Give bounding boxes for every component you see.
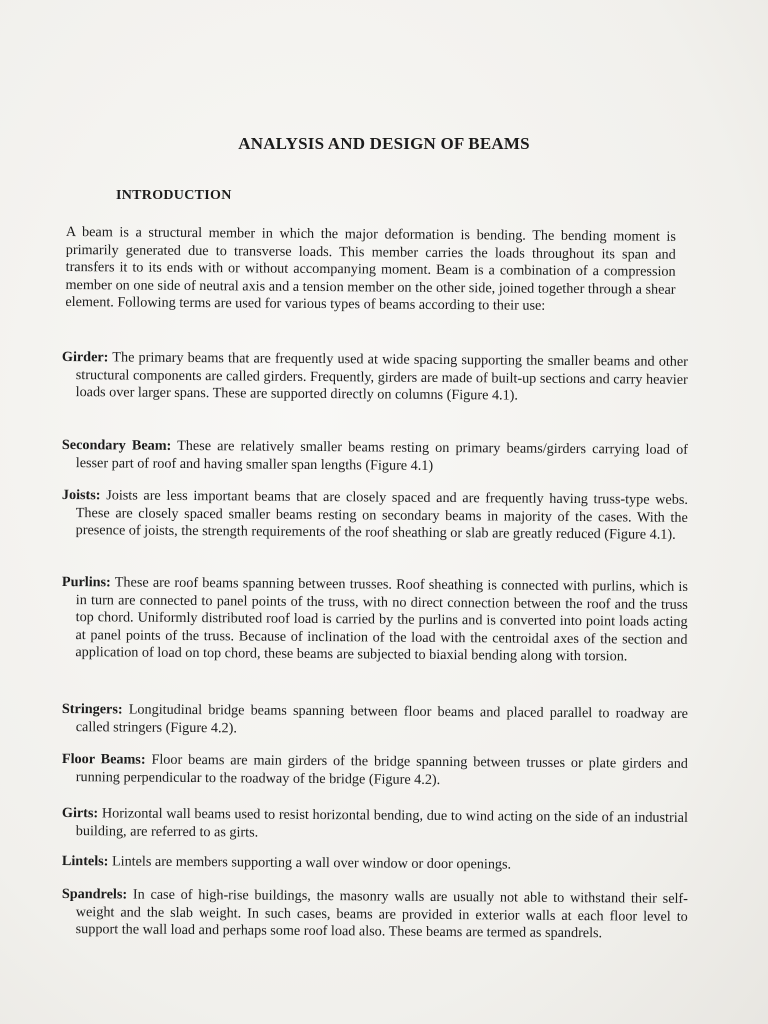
term-label: Spandrels: xyxy=(61,886,128,903)
term-label: Girder: xyxy=(61,349,109,366)
term-text: Lintels are members supporting a wall over window or door openings. xyxy=(111,853,512,873)
term-text: These are relatively smaller beams resting on primary beams/girders carrying load of lesser part of roof and having smaller span lengths (Figure 4.1) xyxy=(75,437,688,474)
term-text: In case of high-rise buildings, the masonry walls are usually not able to withstand their self-weight and the slab weight. In such cases, beams are provided in exterior walls at each floor level to support the wall load and perhaps some roof load also. These beams are termed as spandrels. xyxy=(75,886,688,942)
definition-secondary-beam xyxy=(62,437,688,477)
term-label: Stringers: xyxy=(61,701,123,718)
term-text: Longitudinal bridge beams spanning between floor beams and placed parallel to roadway are called stringers (Figure 4.2). xyxy=(75,701,688,736)
term-text: Horizontal wall beams used to resist horizontal bending, due to wind acting on the side of an industrial building, are referred to as girts. xyxy=(75,805,688,841)
term-text: These are roof beams spanning between trusses. Roof sheathing is connected with purlins, which is in turn are connected to panel points of the truss, with no direct connection between the roof and the truss top chord. Uniformly distributed roof load is carried by the purlins and is converted into point loads acting at panel points of the truss. Because of inclination of the load with the centroidal axes of the section and application of load on top chord, these beams are subjected to biaxial bending along with torsion. xyxy=(75,574,688,665)
definition-stringers xyxy=(62,701,688,741)
term-label: Joists: xyxy=(61,487,101,504)
definition-spandrels xyxy=(62,886,688,944)
definition-lintels xyxy=(62,853,688,876)
term-text: Floor beams are main girders of the bridge spanning between trusses or plate girders and running perpendicular to the roadway of the bridge (Figure 4.2). xyxy=(75,751,688,788)
definition-girts xyxy=(62,805,688,845)
definition-floor-beams xyxy=(62,751,688,791)
term-label: Purlins: xyxy=(61,574,111,591)
term-text: The primary beams that are frequently used at wide spacing supporting the smaller beams and other structural components are called girders. Frequently, girders are made of built-up sections and carry heavier loads over larger spans. These are supported directly on columns (Figure 4.1). xyxy=(75,349,688,404)
definition-girder xyxy=(62,349,688,407)
definition-purlins xyxy=(61,574,688,667)
term-label: Girts: xyxy=(61,805,99,822)
term-label: Floor Beams: xyxy=(61,751,146,768)
definition-joists xyxy=(62,487,688,545)
term-label: Lintels: xyxy=(61,853,109,870)
section-heading: INTRODUCTION xyxy=(116,188,232,203)
term-text: Joists are less important beams that are closely spaced and are frequently having truss-type webs. These are closely spaced smaller beams resting on secondary beams in majority of the cases. With the presence of joists, the strength requirements of the roof sheathing or slab are greatly reduced (Figure 4.1). xyxy=(75,487,688,544)
term-label: Secondary Beam: xyxy=(61,437,172,454)
intro-paragraph: A beam is a structural member in which the major deformation is bending. The bending moment is primarily generated due to transverse loads. This member carries the loads throughout its span and transfers it to its ends with or without accompanying moment. Beam is a combination of a compression member on one side of neutral axis and a tension member on the other side, joined together through a shear element. Following terms are used for various types of beams according to their use: xyxy=(65,224,676,315)
page-title: ANALYSIS AND DESIGN OF BEAMS xyxy=(238,134,530,153)
